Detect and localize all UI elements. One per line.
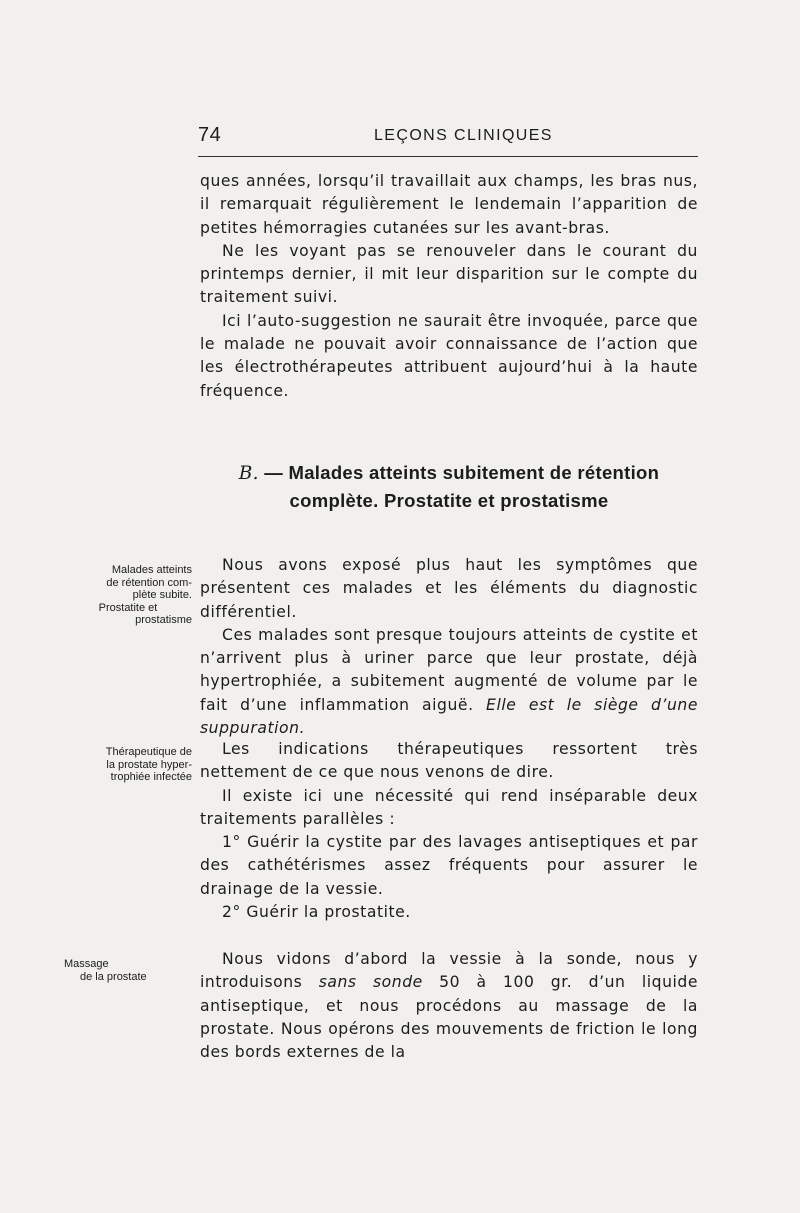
paragraph: Ici l’auto-suggestion ne saurait être invoquée, parce que le malade ne pouvait avoir connaissance de l’action que les électrothérapeutes attribuent aujourd’hui à la haute fréquence. <box>200 311 698 400</box>
paragraph: 1° Guérir la cystite par des lavages antiseptiques et par des cathétérismes assez fréquents pour assurer le drainage de la vessie. <box>200 833 698 898</box>
text-block-massage <box>200 948 698 1064</box>
margin-note-line: plète subite. <box>132 589 192 601</box>
page-number: 74 <box>198 124 222 146</box>
paragraph <box>200 948 698 1064</box>
margin-note-therapeutics <box>64 746 192 784</box>
margin-note-line: la prostate hyper- <box>106 758 192 771</box>
paragraph-italic: Elle est le siège d’une suppuration. <box>200 695 698 738</box>
text-block-symptoms <box>200 554 698 740</box>
section-title-line2: complète. Prostatite et prostatisme <box>289 490 609 511</box>
margin-note-massage <box>64 958 192 983</box>
paragraph: Nous avons exposé plus haut les symptômes que présentent ces malades et les éléments du diagnostic différentiel. <box>200 556 698 621</box>
margin-note-line: Massage <box>64 958 109 970</box>
margin-note-retention <box>64 564 192 627</box>
page-header <box>198 122 698 157</box>
paragraph-italic: sans sonde <box>318 973 423 992</box>
paragraph-text: 50 à 100 gr. d’un liquide antiseptique, et nous procédons au massage de la prostate. Nous opérons des mouvements de friction le long des bords externes de la <box>200 973 698 1062</box>
paragraph: 2° Guérir la prostatite. <box>222 903 411 922</box>
paragraph-text: Nous vidons d’abord la vessie à la sonde, nous y introduisons <box>200 950 698 992</box>
paragraph: Il existe ici une nécessité qui rend inséparable deux traitements parallèles : <box>200 786 698 828</box>
running-title: LEÇONS CLINIQUES <box>374 127 553 144</box>
section-letter: B. <box>238 463 259 484</box>
margin-note-line: Thérapeutique de <box>105 746 192 758</box>
section-dash: — <box>258 462 289 483</box>
paragraph: ques années, lorsqu’il travaillait aux champs, les bras nus, il remarquait régulièrement le lendemain l’apparition de petites hémorragies cutanées sur les avant-bras. <box>200 172 698 237</box>
margin-note-line: Prostatite et <box>98 601 158 614</box>
text-block-indications <box>200 738 698 924</box>
margin-note-line: prostatisme <box>135 614 192 626</box>
paragraph: Ne les voyant pas se renouveler dans le courant du printemps dernier, il mit leur disparition sur le compte du traitement suivi. <box>200 241 698 307</box>
margin-note-line: de la prostate <box>80 970 147 983</box>
section-heading <box>200 459 698 514</box>
paragraph-text: Ces malades sont presque toujours atteints de cystite et n’arrivent plus à uriner parce que leur prostate, déjà hypertrophiée, a subitement augmenté de volume par le fait d’une inflammation aiguë. <box>200 625 698 714</box>
section-title-line1: Malades atteints subitement de rétention <box>288 462 660 483</box>
margin-note-line: Malades atteints <box>111 564 192 576</box>
paragraph <box>200 624 698 740</box>
text-block-intro <box>200 170 698 403</box>
paragraph: Les indications thérapeutiques ressortent très nettement de ce que nous venons de dire. <box>200 740 698 782</box>
margin-note-line: de rétention com- <box>106 576 192 589</box>
margin-note-line: trophiée infectée <box>110 771 192 783</box>
